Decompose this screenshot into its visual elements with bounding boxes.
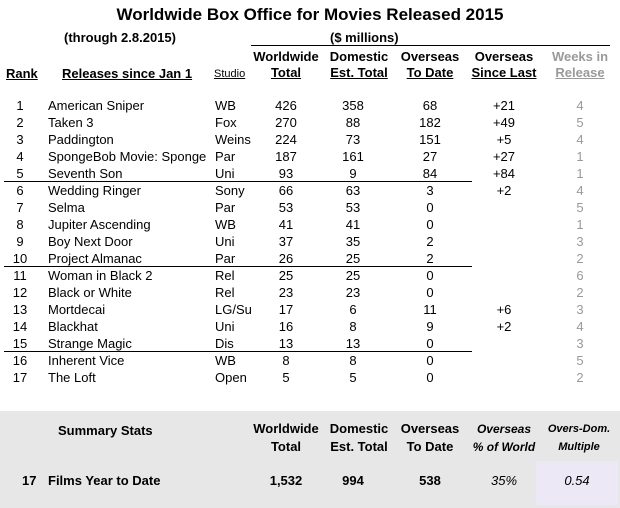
weeks-cell: 2 — [576, 285, 584, 300]
summary-header-worldwide: Worldwide Total — [253, 421, 319, 454]
table-row — [0, 233, 620, 250]
worldwide-cell: 25 — [278, 268, 294, 283]
domestic-cell: 23 — [345, 285, 361, 300]
domestic-cell: 6 — [349, 302, 357, 317]
worldwide-cell: 224 — [275, 132, 297, 147]
worldwide-cell: 37 — [278, 234, 294, 249]
overseas-since-last-cell: +84 — [492, 166, 516, 181]
studio-cell: Uni — [215, 319, 235, 334]
overseas-cell: 68 — [422, 98, 438, 113]
title-cell: Taken 3 — [48, 115, 94, 130]
rank-cell: 11 — [13, 268, 27, 283]
domestic-cell: 5 — [349, 370, 357, 385]
domestic-cell: 358 — [342, 98, 364, 113]
weeks-cell: 5 — [576, 200, 584, 215]
table-row — [0, 182, 620, 199]
worldwide-cell: 8 — [282, 353, 290, 368]
worldwide-cell: 270 — [275, 115, 297, 130]
title-cell: SpongeBob Movie: Sponge — [48, 149, 207, 164]
weeks-cell: 4 — [576, 98, 584, 113]
worldwide-cell: 26 — [278, 251, 294, 266]
weeks-cell: 2 — [576, 251, 584, 266]
worldwide-cell: 13 — [278, 336, 294, 351]
rank-cell: 12 — [12, 285, 28, 300]
overseas-cell: 2 — [426, 251, 434, 266]
domestic-cell: 25 — [345, 268, 361, 283]
studio-cell: Open — [215, 370, 247, 385]
domestic-cell: 41 — [345, 217, 361, 232]
table-row — [0, 199, 620, 216]
weeks-cell: 4 — [576, 132, 584, 147]
title-cell: Seventh Son — [48, 166, 123, 181]
overseas-cell: 84 — [422, 166, 438, 181]
overseas-since-last-cell: +5 — [496, 132, 512, 147]
domestic-cell: 25 — [345, 251, 361, 266]
domestic-cell: 53 — [345, 200, 361, 215]
summary-domestic: 994 — [342, 473, 364, 488]
studio-cell: Fox — [215, 115, 237, 130]
title-cell: Wedding Ringer — [48, 183, 141, 198]
worldwide-cell: 66 — [278, 183, 294, 198]
studio-cell: WB — [215, 98, 236, 113]
title-cell: Black or White — [48, 285, 132, 300]
weeks-cell: 3 — [576, 234, 584, 249]
title-cell: Mortdecai — [48, 302, 106, 317]
worldwide-cell: 93 — [278, 166, 294, 181]
table-row — [0, 284, 620, 301]
summary-worldwide: 1,532 — [269, 473, 303, 488]
weeks-cell: 1 — [576, 166, 584, 181]
studio-cell: WB — [215, 217, 236, 232]
rank-cell: 3 — [16, 132, 24, 147]
overseas-since-last-cell: +49 — [492, 115, 516, 130]
table-row — [0, 267, 620, 284]
overseas-cell: 0 — [426, 217, 434, 232]
studio-cell: Par — [215, 251, 236, 266]
worldwide-cell: 17 — [278, 302, 294, 317]
summary-header-overseas: Overseas To Date — [400, 421, 460, 454]
worldwide-cell: 23 — [278, 285, 294, 300]
rank-cell: 2 — [16, 115, 24, 130]
title-cell: Boy Next Door — [48, 234, 133, 249]
rank-cell: 15 — [12, 336, 28, 351]
group-divider — [4, 181, 472, 182]
report-title: Worldwide Box Office for Movies Released 2015 — [116, 5, 504, 24]
summary-header-pct: Overseas % of World — [472, 422, 536, 454]
rank-cell: 16 — [12, 353, 28, 368]
table-row — [0, 148, 620, 165]
rank-cell: 13 — [12, 302, 28, 317]
table-row — [0, 97, 620, 114]
group-divider — [4, 266, 472, 267]
studio-cell: WB — [215, 353, 236, 368]
overseas-since-last-cell: +6 — [496, 302, 512, 317]
title-cell: Project Almanac — [48, 251, 142, 266]
header-rank: Rank — [6, 66, 38, 81]
header-worldwide: Worldwide Total — [253, 49, 319, 80]
rank-cell: 9 — [16, 234, 24, 249]
overseas-cell: 27 — [422, 149, 438, 164]
weeks-cell: 3 — [576, 336, 584, 351]
group-divider — [4, 351, 472, 352]
units-label: ($ millions) — [330, 30, 399, 45]
summary-header-domestic: Domestic Est. Total — [329, 421, 389, 454]
weeks-cell: 3 — [576, 302, 584, 317]
worldwide-cell: 41 — [278, 217, 294, 232]
weeks-cell: 1 — [576, 149, 584, 164]
table-row — [0, 335, 620, 352]
table-row — [0, 318, 620, 335]
title-cell: Woman in Black 2 — [48, 268, 153, 283]
overseas-since-last-cell: +2 — [496, 319, 512, 334]
summary-overseas: 538 — [419, 473, 441, 488]
domestic-cell: 9 — [349, 166, 357, 181]
overseas-since-last-cell: +27 — [492, 149, 516, 164]
title-cell: The Loft — [48, 370, 96, 385]
weeks-cell: 5 — [576, 353, 584, 368]
header-studio: Studio — [214, 68, 246, 80]
rank-cell: 1 — [16, 98, 24, 113]
overseas-cell: 11 — [423, 302, 437, 317]
worldwide-cell: 5 — [282, 370, 290, 385]
overseas-cell: 0 — [426, 285, 434, 300]
domestic-cell: 88 — [345, 115, 361, 130]
overseas-cell: 0 — [426, 353, 434, 368]
table-row — [0, 114, 620, 131]
overseas-cell: 0 — [426, 336, 434, 351]
worldwide-cell: 16 — [278, 319, 294, 334]
overseas-cell: 151 — [419, 132, 441, 147]
report-subtitle: (through 2.8.2015) — [64, 30, 176, 45]
title-cell: Inherent Vice — [48, 353, 125, 368]
rank-cell: 7 — [16, 200, 24, 215]
table-row — [0, 352, 620, 369]
studio-cell: Dis — [215, 336, 234, 351]
header-overseas: Overseas To Date — [400, 49, 460, 80]
summary-header-multiple: Overs-Dom. Multiple — [547, 423, 611, 453]
worldwide-cell: 187 — [275, 149, 297, 164]
studio-cell: Uni — [215, 166, 235, 181]
studio-cell: Weins — [215, 132, 251, 147]
domestic-cell: 35 — [345, 234, 361, 249]
weeks-cell: 5 — [576, 115, 584, 130]
overseas-cell: 0 — [426, 268, 434, 283]
title-cell: Strange Magic — [48, 336, 132, 351]
rank-cell: 14 — [12, 319, 28, 334]
summary-row-label: Films Year to Date — [48, 473, 161, 488]
domestic-cell: 161 — [342, 149, 364, 164]
title-cell: Blackhat — [48, 319, 98, 334]
summary-count: 17 — [22, 473, 37, 488]
rank-cell: 4 — [16, 149, 24, 164]
studio-cell: Rel — [215, 268, 235, 283]
domestic-cell: 73 — [345, 132, 361, 147]
studio-cell: Uni — [215, 234, 235, 249]
units-divider — [251, 45, 610, 46]
studio-cell: Par — [215, 200, 236, 215]
table-row — [0, 301, 620, 318]
table-row — [0, 369, 620, 386]
overseas-cell: 182 — [419, 115, 441, 130]
overseas-since-last-cell: +2 — [496, 183, 512, 198]
domestic-cell: 63 — [345, 183, 361, 198]
title-cell: Paddington — [48, 132, 114, 147]
weeks-cell: 4 — [576, 319, 584, 334]
header-releases: Releases since Jan 1 — [62, 66, 193, 81]
title-cell: Selma — [48, 200, 85, 215]
title-cell: American Sniper — [48, 98, 145, 113]
rank-cell: 8 — [16, 217, 24, 232]
overseas-since-last-cell: +21 — [492, 98, 516, 113]
studio-cell: LG/Su — [215, 302, 252, 317]
weeks-cell: 1 — [576, 217, 584, 232]
table-row — [0, 216, 620, 233]
worldwide-cell: 426 — [275, 98, 297, 113]
overseas-cell: 0 — [426, 200, 434, 215]
summary-pct-world: 35% — [490, 473, 518, 488]
weeks-cell: 2 — [576, 370, 584, 385]
overseas-cell: 3 — [426, 183, 434, 198]
rank-cell: 6 — [16, 183, 24, 198]
table-row — [0, 165, 620, 182]
summary-label: Summary Stats — [58, 423, 153, 438]
domestic-cell: 8 — [349, 353, 357, 368]
domestic-cell: 13 — [345, 336, 361, 351]
header-weeks: Weeks in Release — [551, 49, 609, 80]
worldwide-cell: 53 — [278, 200, 294, 215]
title-cell: Jupiter Ascending — [48, 217, 151, 232]
overseas-cell: 0 — [426, 370, 434, 385]
rank-cell: 5 — [16, 166, 24, 181]
overseas-cell: 2 — [426, 234, 434, 249]
header-overseas-since-last: Overseas Since Last — [471, 49, 537, 80]
rank-cell: 10 — [12, 251, 28, 266]
studio-cell: Rel — [215, 285, 235, 300]
rank-cell: 17 — [12, 370, 28, 385]
studio-cell: Sony — [215, 183, 245, 198]
table-row — [0, 250, 620, 267]
domestic-cell: 8 — [349, 319, 357, 334]
studio-cell: Par — [215, 149, 236, 164]
header-domestic: Domestic Est. Total — [329, 49, 389, 80]
overseas-cell: 9 — [426, 319, 434, 334]
summary-multiple: 0.54 — [564, 473, 590, 488]
weeks-cell: 6 — [576, 268, 584, 283]
weeks-cell: 4 — [576, 183, 584, 198]
table-row — [0, 131, 620, 148]
